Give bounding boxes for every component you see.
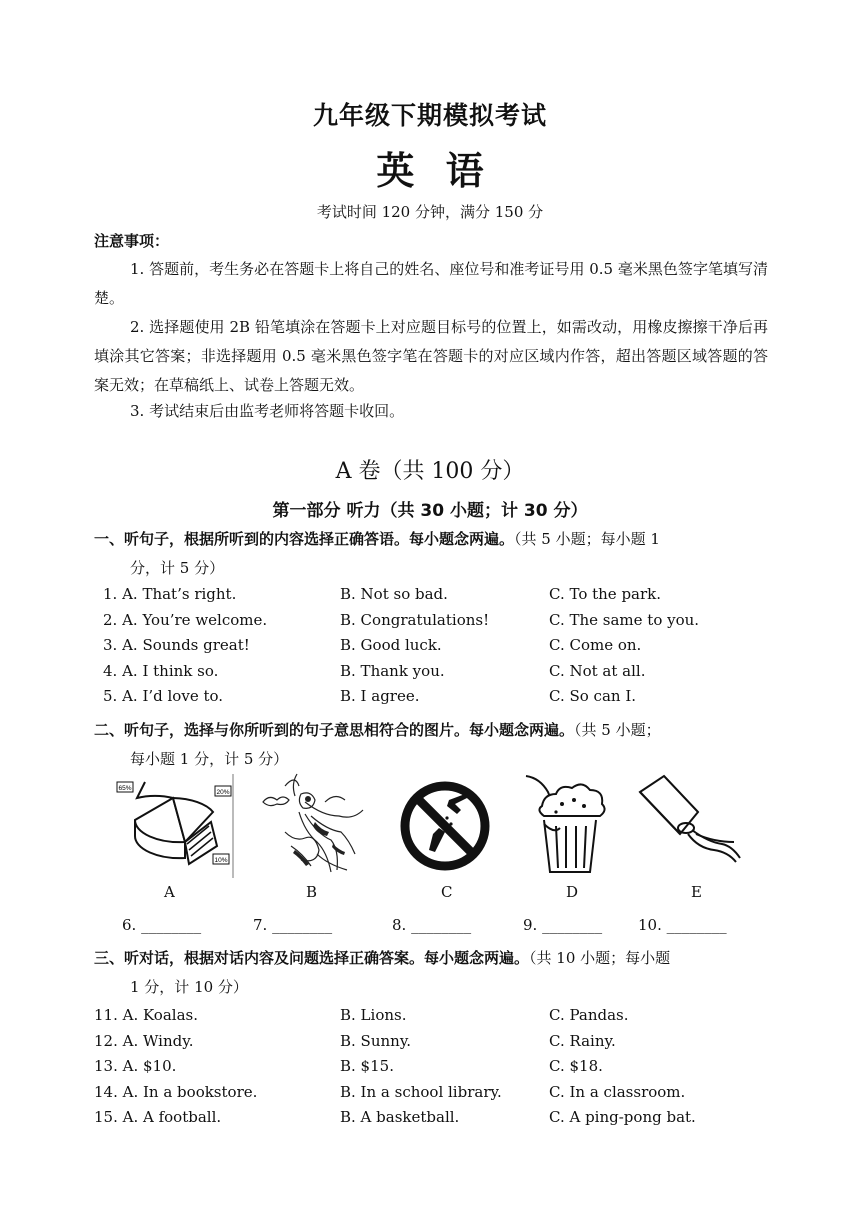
option-a: 13. A. $10. xyxy=(94,1057,177,1075)
note-item: 3. 考试结束后由监考老师将答题卡收回。 xyxy=(130,402,405,420)
section3-score: （共 10 小题；每小题 xyxy=(529,949,671,967)
section2-lead: 二、听句子，选择与你所听到的句子意思相符合的图片。每小题念两遍。 xyxy=(94,721,575,739)
option-c: C. To the park. xyxy=(549,585,662,603)
answer-blank[interactable]: 6. ________ xyxy=(122,916,202,934)
picture-label: C xyxy=(441,883,453,901)
answer-blank[interactable]: 7. ________ xyxy=(253,916,333,934)
notes-heading: 注意事项： xyxy=(94,232,170,250)
question-row xyxy=(0,1032,860,1058)
option-b: B. $15. xyxy=(340,1057,394,1075)
option-a: 4. A. I think so. xyxy=(103,662,219,680)
option-c: C. Rainy. xyxy=(549,1032,616,1050)
subject-title: 英 语 xyxy=(376,148,484,193)
pie-chart-picture xyxy=(115,772,237,878)
option-a: 3. A. Sounds great! xyxy=(103,636,250,654)
flying-dancer-picture xyxy=(255,772,370,878)
answer-blank[interactable]: 8. ________ xyxy=(392,916,472,934)
option-c: C. In a classroom. xyxy=(549,1083,686,1101)
section3-lead: 三、听对话，根据对话内容及问题选择正确答案。每小题念两遍。 xyxy=(94,949,530,967)
option-b: B. A basketball. xyxy=(340,1108,460,1126)
volume-a-title: A 卷（共 100 分） xyxy=(335,459,525,484)
option-b: B. Congratulations! xyxy=(340,611,490,629)
picture-label: D xyxy=(566,883,579,901)
option-c: C. Come on. xyxy=(549,636,642,654)
option-c: C. Pandas. xyxy=(549,1006,629,1024)
drink-cup-picture xyxy=(522,772,624,878)
note-item: 2. 选择题使用 2B 铅笔填涂在答题卡上对应题目标号的位置上，如需改动，用橡皮擦擦干净后再填涂其它答案；非选择题用 0.5 毫米黑色签字笔在答题卡的对应区域内作答，超出答题区域答题的答案无效；在草稿纸上、试卷上答题无效。 xyxy=(94,318,768,394)
section2-score-cont: 每小题 1 分，计 5 分） xyxy=(130,750,289,768)
option-c: C. A ping-pong bat. xyxy=(549,1108,696,1126)
exam-title: 九年级下期模拟考试 xyxy=(312,101,547,130)
picture-label: A xyxy=(164,883,175,901)
option-a: 1. A. That’s right. xyxy=(103,585,237,603)
section3-score-cont: 1 分，计 10 分） xyxy=(130,978,248,996)
exam-info: 考试时间 120 分钟，满分 150 分 xyxy=(316,203,544,221)
sky-lantern-picture xyxy=(636,772,744,878)
section1-score: （共 5 小题；每小题 1 xyxy=(514,530,660,548)
option-a: 14. A. In a bookstore. xyxy=(94,1083,258,1101)
section2-score: （共 5 小题； xyxy=(574,721,661,739)
section1-score-cont: 分，计 5 分） xyxy=(130,559,225,577)
option-b: B. I agree. xyxy=(340,687,420,705)
option-c: C. $18. xyxy=(549,1057,603,1075)
question-row xyxy=(0,687,860,713)
no-feeding-sign-picture xyxy=(397,772,497,878)
option-b: B. Sunny. xyxy=(340,1032,412,1050)
pie-label: 65% xyxy=(118,785,132,792)
section1-lead: 一、听句子，根据所听到的内容选择正确答语。每小题念两遍。 xyxy=(94,530,515,548)
question-row xyxy=(0,1006,860,1032)
answer-blank[interactable]: 10. ________ xyxy=(638,916,727,934)
note-item: 1. 答题前，考生务必在答题卡上将自己的姓名、座位号和准考证号用 0.5 毫米黑色签字笔填写清楚。 xyxy=(94,260,768,307)
option-b: B. Good luck. xyxy=(340,636,442,654)
question-row xyxy=(0,585,860,611)
option-c: C. Not at all. xyxy=(549,662,646,680)
option-a: 15. A. A football. xyxy=(94,1108,222,1126)
pie-label: 20% xyxy=(216,789,230,796)
option-b: B. Not so bad. xyxy=(340,585,448,603)
option-b: B. In a school library. xyxy=(340,1083,502,1101)
pie-label: 10% xyxy=(214,857,228,864)
option-c: C. The same to you. xyxy=(549,611,700,629)
part1-title: 第一部分 听力（共 30 小题；计 30 分） xyxy=(272,501,588,521)
question-row xyxy=(0,1083,860,1109)
section3-instruction xyxy=(94,944,770,1002)
option-a: 12. A. Windy. xyxy=(94,1032,194,1050)
question-row xyxy=(0,662,860,688)
option-a: 5. A. I’d love to. xyxy=(103,687,224,705)
question-row xyxy=(0,1108,860,1134)
picture-label: E xyxy=(691,883,702,901)
answer-blank[interactable]: 9. ________ xyxy=(523,916,603,934)
question-row xyxy=(0,611,860,637)
section1-instruction xyxy=(94,525,770,583)
option-b: B. Thank you. xyxy=(340,662,445,680)
question-row xyxy=(0,1057,860,1083)
option-c: C. So can I. xyxy=(549,687,637,705)
picture-label: B xyxy=(306,883,318,901)
option-a: 11. A. Koalas. xyxy=(94,1006,198,1024)
section2-instruction xyxy=(94,716,770,774)
option-a: 2. A. You’re welcome. xyxy=(103,611,268,629)
option-b: B. Lions. xyxy=(340,1006,407,1024)
question-row xyxy=(0,636,860,662)
